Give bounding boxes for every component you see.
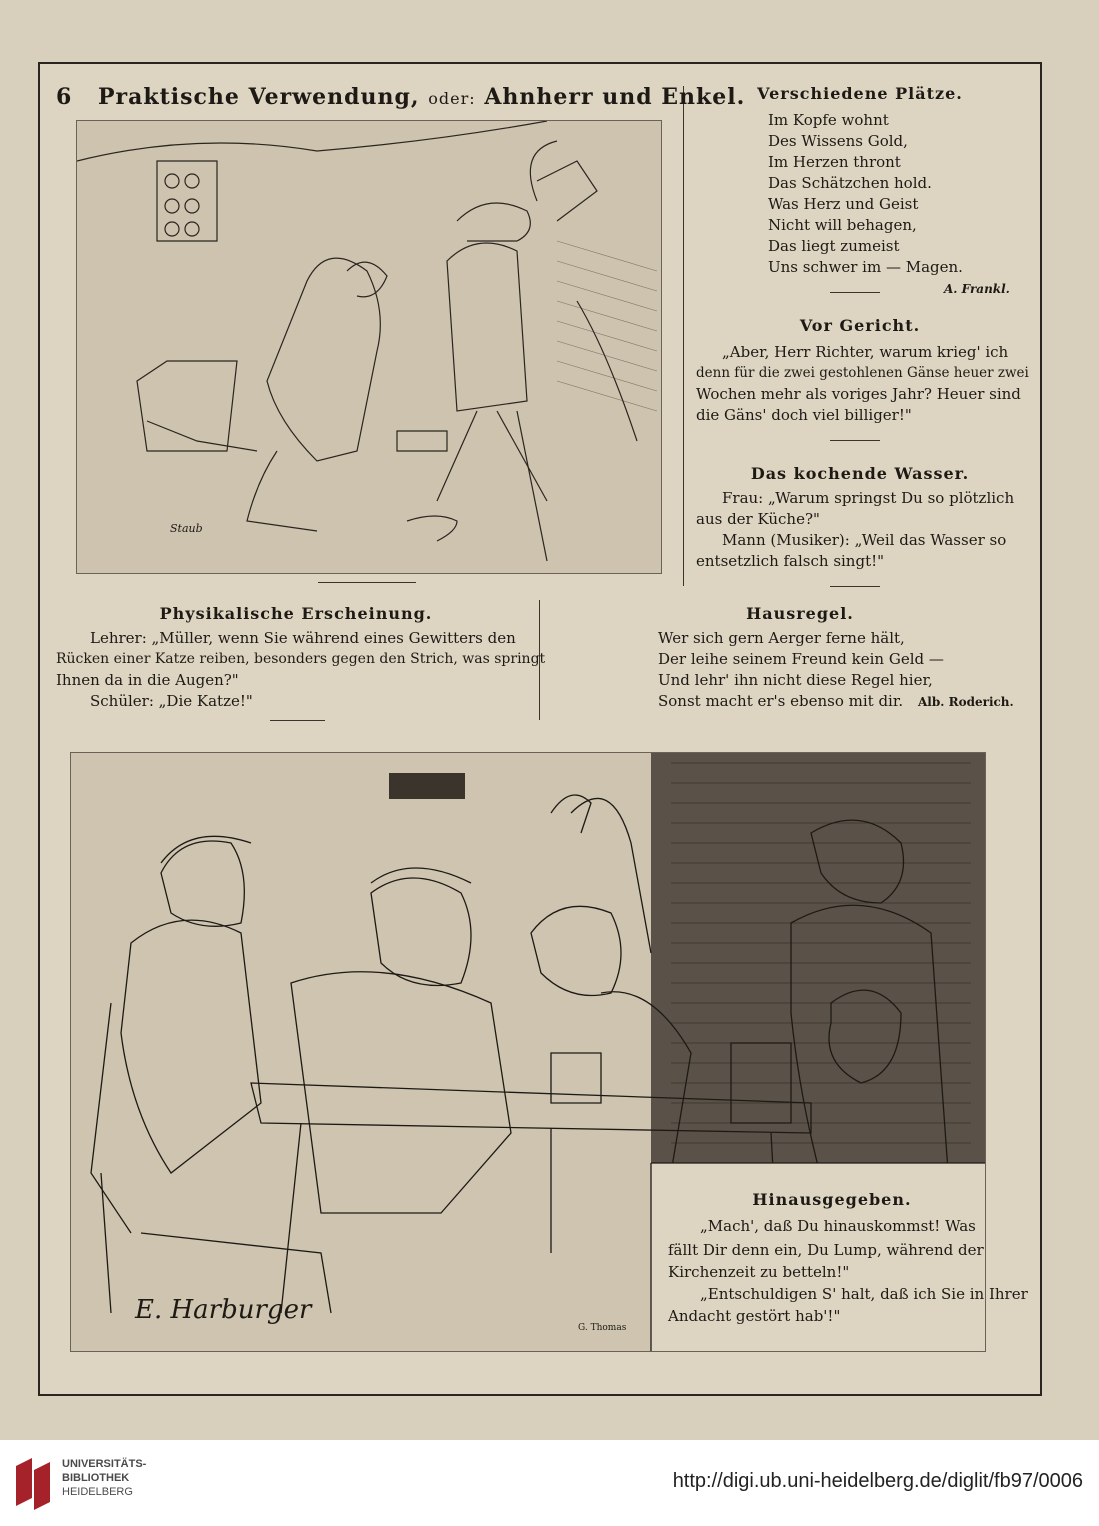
column-divider-top — [683, 86, 684, 586]
top-illustration — [76, 120, 662, 574]
separator — [830, 292, 880, 293]
poem-line: Sonst macht er's ebenso mit dir. — [658, 692, 904, 710]
poem-line: Im Herzen thront — [768, 153, 901, 171]
library-name-line: HEIDELBERG — [62, 1486, 133, 1498]
heading-vor-gericht: Vor Gericht. — [799, 316, 921, 335]
text-line: Andacht gestört hab'!" — [668, 1307, 841, 1325]
library-name-line: UNIVERSITÄTS- — [62, 1458, 147, 1470]
text-line: „Mach', daß Du hinauskommst! Was — [700, 1217, 976, 1235]
heading-hausregel: Hausregel. — [746, 604, 854, 623]
engraver-signature: G. Thomas — [578, 1323, 627, 1333]
poem-line: Der leihe seinem Freund kein Geld — — [658, 650, 944, 668]
poem-line: Des Wissens Gold, — [768, 132, 908, 150]
poem-line: Wer sich gern Aerger ferne hält, — [658, 629, 905, 647]
text-line: fällt Dir denn ein, Du Lump, während der — [668, 1241, 984, 1259]
text-line: Mann (Musiker): „Weil das Wasser so — [722, 531, 1007, 549]
heading-physikalische-erscheinung: Physikalische Erscheinung. — [159, 604, 433, 623]
page-title — [98, 84, 745, 110]
text-line: die Gäns' doch viel billiger!" — [696, 406, 912, 424]
poem-line: Uns schwer im — Magen. — [768, 258, 963, 276]
heading-das-kochende-wasser: Das kochende Wasser. — [750, 464, 970, 483]
author-roderich: Alb. Roderich. — [918, 695, 1014, 709]
separator — [318, 582, 416, 583]
poem-line: Das Schätzchen hold. — [768, 174, 932, 192]
text-line: Frau: „Warum springst Du so plötzlich — [722, 489, 1015, 507]
top-illustration-signature: Staub — [170, 522, 203, 535]
title-connector: oder: — [428, 89, 476, 108]
text-line: Kirchenzeit zu betteln!" — [668, 1263, 850, 1281]
heading-verschiedene-plaetze: Verschiedene Plätze. — [757, 84, 963, 103]
text-line: Rücken einer Katze reiben, besonders gegen den Strich, was springt — [56, 651, 546, 667]
text-line: Wochen mehr als voriges Jahr? Heuer sind — [696, 385, 1021, 403]
source-url[interactable]: http://digi.ub.uni-heidelberg.de/diglit/fb97/0006 — [672, 1470, 1083, 1492]
text-line: entsetzlich falsch singt!" — [696, 552, 885, 570]
poem-line: Nicht will behagen, — [768, 216, 917, 234]
separator — [830, 586, 880, 587]
text-line: „Aber, Herr Richter, warum krieg' ich — [722, 343, 1009, 361]
poem-line: Was Herz und Geist — [768, 195, 919, 213]
text-line: Lehrer: „Müller, wenn Sie während eines Gewitters den — [90, 629, 516, 647]
page-number: 6 — [56, 84, 72, 110]
bottom-illustration-signature: E. Harburger — [135, 1295, 312, 1325]
title-part-1: Praktische Verwendung, — [98, 84, 420, 110]
text-line: denn für die zwei gestohlenen Gänse heuer zwei — [696, 365, 1029, 381]
text-line: aus der Küche?" — [696, 510, 820, 528]
separator — [270, 720, 325, 721]
text-line: Ihnen da in die Augen?" — [56, 671, 239, 689]
heading-hinausgegeben: Hinausgegeben. — [752, 1190, 912, 1209]
text-line: „Entschuldigen S' halt, daß ich Sie in Ihrer — [700, 1285, 1028, 1303]
title-part-2: Ahnherr und Enkel. — [484, 84, 746, 110]
library-name-line: BIBLIOTHEK — [62, 1472, 130, 1484]
separator — [830, 440, 880, 441]
author-frankl: A. Frankl. — [944, 282, 1010, 296]
poem-line: Im Kopfe wohnt — [768, 111, 889, 129]
text-line: Schüler: „Die Katze!" — [90, 692, 253, 710]
library-logo-icon — [12, 1458, 56, 1518]
poem-line: Und lehr' ihn nicht diese Regel hier, — [658, 671, 933, 689]
poem-line: Das liegt zumeist — [768, 237, 900, 255]
